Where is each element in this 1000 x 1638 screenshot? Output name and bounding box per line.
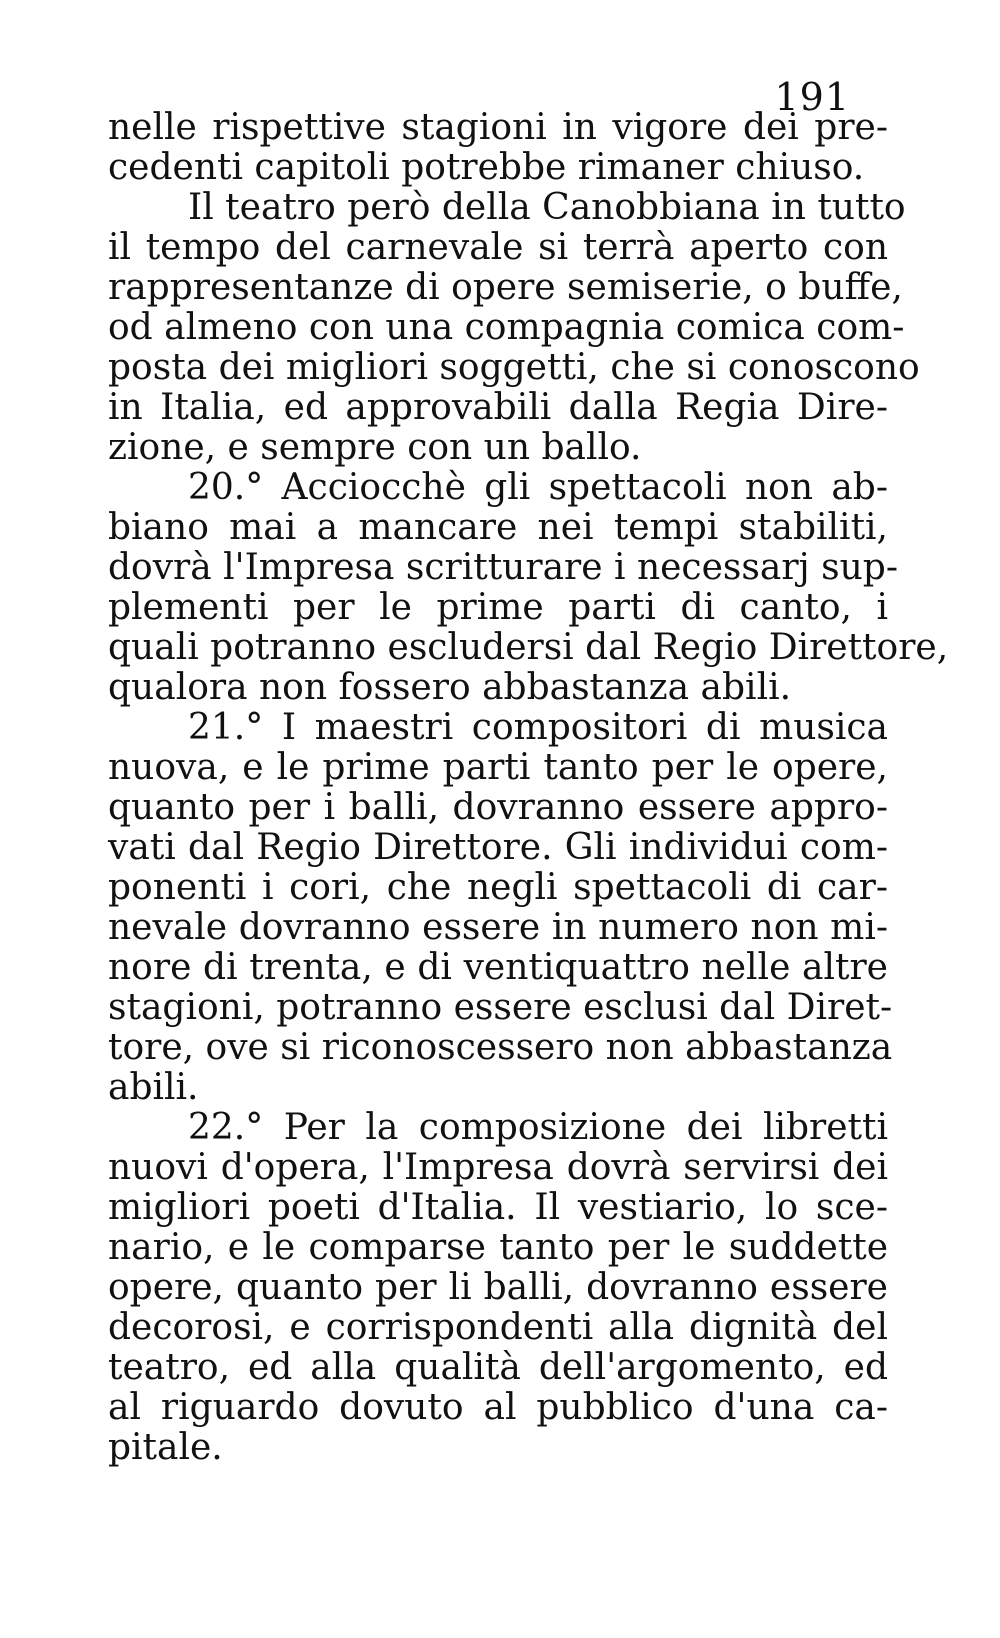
text-line: posta dei migliori soggetti, che si conoscono <box>108 347 920 388</box>
text-line: Il teatro però della Canobbiana in tutto <box>188 187 906 228</box>
text-line: nevale dovranno essere in numero non mi- <box>108 907 888 948</box>
text-line: od almeno con una compagnia comica com- <box>108 307 905 348</box>
text-line: nuova, e le prime parti tanto per le opere, <box>108 747 888 788</box>
text-line: stagioni, potranno essere esclusi dal Diret- <box>108 987 893 1028</box>
text-line: decorosi, e corrispondenti alla dignità del <box>108 1307 888 1348</box>
text-line: nore di trenta, e di ventiquattro nelle altre <box>108 947 888 988</box>
text-line: al riguardo dovuto al pubblico d'una ca- <box>108 1387 888 1428</box>
text-line: nuovi d'opera, l'Impresa dovrà servirsi dei <box>108 1147 888 1188</box>
text-line: teatro, ed alla qualità dell'argomento, ed <box>108 1347 888 1388</box>
text-line: quali potranno escludersi dal Regio Direttore, <box>108 627 949 668</box>
text-line: nario, e le comparse tanto per le suddette <box>108 1227 888 1268</box>
text-line: in Italia, ed approvabili dalla Regia Dire- <box>108 387 888 428</box>
text-line: vati dal Regio Direttore. Gli individui com- <box>108 827 888 868</box>
text-line: rappresentanze di opere semiserie, o buffe, <box>108 267 903 308</box>
text-line: migliori poeti d'Italia. Il vestiario, lo sce- <box>108 1187 888 1228</box>
text-line: opere, quanto per li balli, dovranno essere <box>108 1267 888 1308</box>
text-line: biano mai a mancare nei tempi stabiliti, <box>108 507 888 548</box>
body-text <box>108 107 949 1468</box>
text-line: qualora non fossero abbastanza abili. <box>108 667 792 708</box>
text-line: nelle rispettive stagioni in vigore dei pre- <box>108 107 888 148</box>
text-line: tore, ove si riconoscessero non abbastanza <box>108 1027 893 1068</box>
text-line: abili. <box>108 1067 199 1108</box>
text-line: 21.° I maestri compositori di musica <box>188 707 888 748</box>
text-line: il tempo del carnevale si terrà aperto con <box>108 227 888 268</box>
text-line: quanto per i balli, dovranno essere appro- <box>108 787 888 828</box>
text-line: 20.° Acciocchè gli spettacoli non ab- <box>188 467 888 508</box>
text-line: pitale. <box>108 1427 223 1468</box>
text-line: plementi per le prime parti di canto, i <box>108 587 888 628</box>
text-line: ponenti i cori, che negli spettacoli di car- <box>108 867 888 908</box>
text-line: dovrà l'Impresa scritturare i necessarj sup- <box>108 547 898 588</box>
page-number: 191 <box>774 75 850 119</box>
text-line: 22.° Per la composizione dei libretti <box>188 1107 888 1148</box>
text-line: zione, e sempre con un ballo. <box>108 427 642 468</box>
text-line: cedenti capitoli potrebbe rimaner chiuso. <box>108 147 865 188</box>
